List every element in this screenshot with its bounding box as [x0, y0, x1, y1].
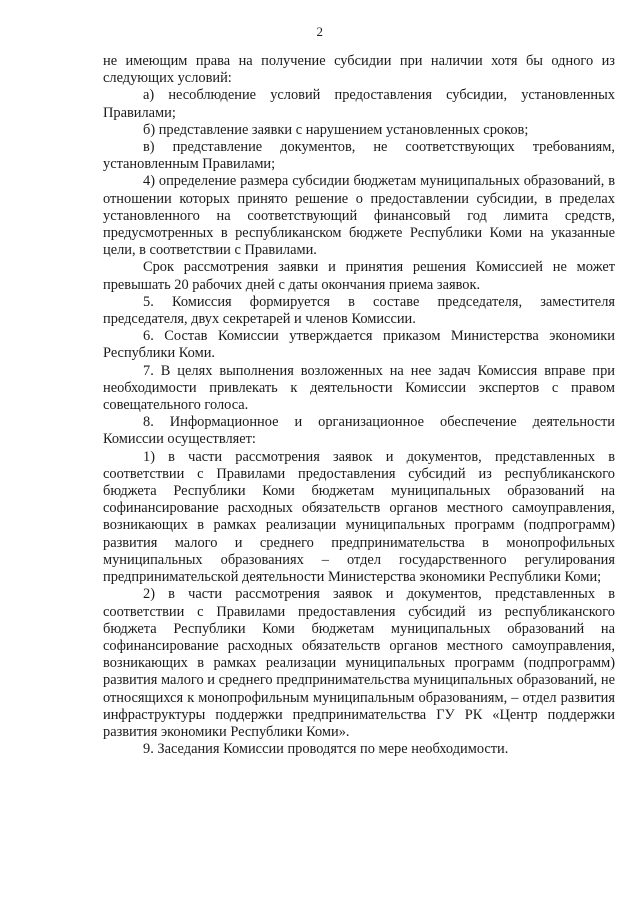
paragraph-intro: не имеющим права на получение субсидии при наличии хотя бы одного из следующих условий: [103, 53, 615, 87]
paragraph-item-4: 4) определение размера субсидии бюджетам муниципальных образований, в отношении которых принято решение о предоставлении субсидии, в пределах установленного на соответствующий финансовый год лимита средств, предусмотренных в республиканском бюджете Республики Коми на указанные цели, в соответствии с Правилами. [103, 173, 615, 259]
paragraph-clause-6: 6. Состав Комиссии утверждается приказом Министерства экономики Республики Коми. [103, 328, 615, 362]
page-number: 2 [316, 24, 324, 39]
paragraph-clause-8-item-2: 2) в части рассмотрения заявок и документов, представленных в соответствии с Правилами предоставления субсидий из республиканского бюджета Республики Коми бюджетам муниципальных образований на софинансирование расходных обязательств органов местного самоуправления, возникающих в рамках реализации муниципальных программ (подпрограмм) развития малого и среднего предпринимательства муниципальных образований, не относящихся к монопрофильным муниципальным образованиям, – отдел развития инфраструктуры поддержки предпринимательства ГУ РК «Центр поддержки развития экономики Республики Коми». [103, 586, 615, 740]
paragraph-review-term: Срок рассмотрения заявки и принятия решения Комиссией не может превышать 20 рабочих дней с даты окончания приема заявок. [103, 259, 615, 293]
paragraph-clause-7: 7. В целях выполнения возложенных на нее задач Комиссия вправе при необходимости привлекать к деятельности Комиссии экспертов с правом совещательного голоса. [103, 362, 615, 414]
paragraph-condition-b: б) представление заявки с нарушением установленных сроков; [143, 121, 529, 138]
paragraph-clause-8-item-1: 1) в части рассмотрения заявок и документов, представленных в соответствии с Правилами предоставления субсидий из республиканского бюджета Республики Коми бюджетам муниципальных образований на софинансирование расходных обязательств органов местного самоуправления, возникающих в рамках реализации муниципальных программ (подпрограмм) развития малого и среднего предпринимательства в монопрофильных муниципальных образованиях – отдел государственного регулирования предпринимательской деятельности Министерства экономики Республики Коми; [103, 448, 615, 586]
paragraph-clause-8: 8. Информационное и организационное обеспечение деятельности Комиссии осуществляет: [103, 414, 615, 448]
paragraph-clause-9: 9. Заседания Комиссии проводятся по мере необходимости. [143, 741, 509, 758]
paragraph-clause-5: 5. Комиссия формируется в составе председателя, заместителя председателя, двух секретарей и членов Комиссии. [103, 293, 615, 328]
document-body [103, 53, 615, 758]
paragraph-condition-v: в) представление документов, не соответствующих требованиям, установленным Правилами; [103, 139, 615, 173]
paragraph-condition-a: а) несоблюдение условий предоставления субсидии, установленных Правилами; [103, 87, 615, 121]
